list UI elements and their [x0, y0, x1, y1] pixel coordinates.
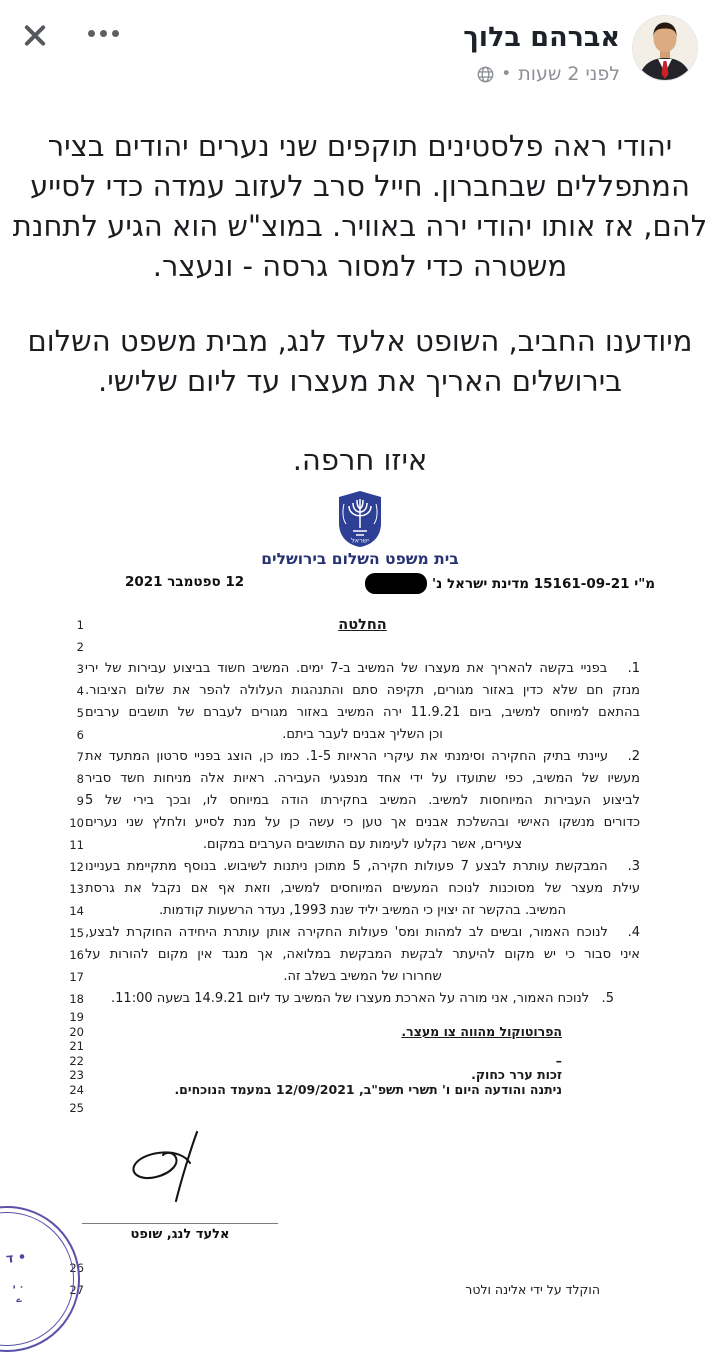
document-line: [0, 922, 720, 944]
line-text: וכן השליך אבנים לעבר ביתם.: [282, 727, 443, 742]
redaction-box: [365, 573, 427, 594]
line-number: 26: [69, 1261, 84, 1275]
line-number: 1: [76, 618, 84, 632]
israel-state-emblem-icon: [336, 490, 384, 548]
post-text: [0, 126, 720, 480]
line-text: איני סבור כי יש מקום להיעתר לבקשת המבקשת במלואה, אך מנגד אין מקום להורות על: [85, 947, 640, 962]
line-text: בהתאם למיוחס למשיב, ביום 11.9.21 ירה המשיב באזור מגורים לעברם של תושבים ערבים: [85, 705, 640, 720]
line-text: 5. לנוכח האמור, אני מורה על הארכת מעצרו של המשיב עד ליום 14.9.21 בשעה 11:00.: [111, 991, 614, 1006]
line-number: 14: [69, 904, 84, 918]
line-number: 22: [69, 1053, 84, 1068]
line-number: 18: [69, 992, 84, 1006]
post-paragraph: איזו חרפה.: [292, 443, 428, 477]
post-paragraph: מיודענו החביב, השופט אלעד לנג, מבית משפט השלום בירושלים האריך את מעצרו עד ליום שלישי.: [27, 324, 693, 398]
document-line: [0, 834, 720, 856]
court-name: בית משפט השלום בירושלים: [261, 550, 459, 568]
document-line: [0, 680, 720, 702]
post-meta: [477, 63, 620, 85]
case-number-line: [365, 573, 655, 594]
line-number: 17: [69, 970, 84, 984]
document-line: [0, 614, 720, 636]
document-line: [0, 1279, 720, 1301]
line-number: 27: [69, 1283, 84, 1297]
document-date: 12 ספטמבר 2021: [125, 574, 245, 590]
line-text: צעירים, אשר נקלעו לעימות עם התושבים הערבים במקום.: [202, 837, 523, 852]
document-line: [0, 1025, 720, 1040]
line-number: 6: [76, 728, 84, 742]
signature-rule: [82, 1223, 278, 1224]
line-text: 4. לנוכח האמור, ובשים לב למהות ומס' פעולות החקירה אותן עותרת היחידה החוקרת לבצע,: [85, 925, 640, 940]
line-number: 9: [76, 794, 84, 808]
avatar-image: [633, 16, 697, 80]
line-number: 3: [76, 662, 84, 676]
line-text: המשיב. בהקשר זה יצוין כי המשיב יליד שנת 1993, נעדר הרשעות קודמות.: [158, 903, 567, 918]
case-number: מ"י 15161-09-21 מדינת ישראל נ': [432, 575, 655, 592]
line-number: 7: [76, 750, 84, 764]
line-number: 10: [69, 816, 84, 830]
line-number: 13: [69, 882, 84, 896]
meta-separator: •: [501, 63, 512, 84]
document-line: [0, 702, 720, 724]
case-header: [0, 573, 720, 597]
document-line: [0, 1083, 720, 1098]
signature-block: [0, 1127, 720, 1257]
line-number: 2: [76, 640, 84, 654]
emblem-label: ישראל: [351, 536, 369, 545]
stamp-fragment: • ד: [5, 1249, 28, 1267]
line-text: החלטה: [338, 617, 387, 633]
document-line: [0, 1257, 720, 1279]
line-text: מעשיו של המשיב, כפי שתועדו על ידי אחד מנפגעי העבירה. ראיות אלה מניחות חשד סביר: [85, 771, 640, 786]
line-text: –: [555, 1052, 562, 1068]
line-number: 12: [69, 860, 84, 874]
document-line: [0, 746, 720, 768]
line-number: 24: [69, 1082, 84, 1097]
line-number: 23: [69, 1068, 84, 1082]
line-number: 20: [69, 1024, 84, 1039]
line-number: 4: [76, 684, 84, 698]
line-text: שחרורו של המשיב בשלב זה.: [283, 969, 442, 984]
stamp-fragment: ے: [15, 1294, 23, 1306]
line-number: 5: [76, 706, 84, 720]
line-number: 8: [76, 772, 84, 786]
more-options-icon[interactable]: [88, 30, 119, 37]
document-line: [0, 1097, 720, 1127]
line-text: הפרוטוקול מהווה צו מעצר.: [401, 1023, 562, 1039]
line-text: 1. בפניי בקשה להאריך את מעצרו של המשיב ב-7 ימים. המשיב חשוד בביצוע עבירות של ירי: [85, 661, 640, 676]
globe-icon: [477, 66, 494, 83]
line-text: ניתנה והודעה היום ו' תשרי תשפ"ב, 12/09/2021 במעמד הנוכחים.: [174, 1081, 562, 1097]
author-name[interactable]: אברהם בלוך: [463, 22, 620, 53]
line-text: 3. המבקשת עותרת לבצע 7 פעולות חקירה, 5 מתוכן ניתנות לשיבוש. בנוסף מתקיימת בעניינו: [85, 859, 640, 874]
line-text: כדורים מנשקו האישי ובהשלכת אבנים אך טען כי עשה כן על מנת לסייע ולחלץ שני נערים: [85, 815, 640, 830]
document-line: [0, 1039, 720, 1054]
line-text: עילת מעצר של מסוכנות לנוכח המעשים המיוחסים למשיב, וזאת אף אם נקבל את גרסת: [85, 881, 640, 896]
line-number: 11: [69, 838, 84, 852]
document-body: [0, 614, 720, 1127]
document-line: [0, 1054, 720, 1069]
line-number: 19: [69, 1010, 84, 1024]
document-line: [0, 966, 720, 988]
timestamp[interactable]: לפני 2 שעות: [518, 63, 620, 85]
line-text: 2. עיינתי בתיק החקירה וסימנתי את עיקרי הראיות 1-5. כמו כן, הוצג בפניי סרטון המתעד את: [85, 749, 640, 764]
judge-signature: [118, 1129, 228, 1207]
line-number: 16: [69, 948, 84, 962]
document-line: [0, 658, 720, 680]
line-number: 15: [69, 926, 84, 940]
stamp-fragment: ٠ י: [12, 1282, 25, 1294]
close-icon[interactable]: [22, 22, 48, 48]
document-line: [0, 900, 720, 922]
document-line: [0, 790, 720, 812]
document-line: [0, 636, 720, 658]
document-attachment[interactable]: [0, 490, 720, 1301]
document-line: [0, 812, 720, 834]
line-number: 25: [69, 1101, 84, 1115]
document-line: [0, 1068, 720, 1083]
document-line: [0, 768, 720, 790]
document-line: [0, 724, 720, 746]
line-text: הוקלד על ידי אלינה ולטר: [465, 1282, 600, 1297]
line-text: זכות ערר כחוק.: [471, 1067, 562, 1082]
line-text: מנזק חם שלא כדין באזור מגורים, תקיפה סתם והתנהגות העלולה להפר את שלום הציבור.: [85, 683, 640, 698]
document-line: [0, 856, 720, 878]
line-number: 21: [69, 1039, 84, 1053]
post-header: [0, 0, 720, 108]
document-line: [0, 988, 720, 1010]
document-line: [0, 944, 720, 966]
document-line: [0, 1010, 720, 1025]
line-text: לביצוע העבירות המיוחסות למשיב. המשיב בחקירתו הודה במיוחס לו, ובכך בירי של 5: [85, 793, 640, 808]
document-footer: [0, 1257, 720, 1301]
document-line: [0, 878, 720, 900]
avatar[interactable]: [632, 15, 698, 81]
judge-name: אלעד לנג, שופט: [130, 1227, 230, 1242]
post-paragraph: יהודי ראה פלסטינים תוקפים שני נערים יהודים בציר המתפללים שבחברון. חייל סרב לעזוב עמדה כדי לסייע להם, אז אותו יהודי ירה באוויר. במוצ"ש הוא הגיע לתחנת משטרה כדי למסור גרסה - ונעצר.: [12, 129, 708, 283]
